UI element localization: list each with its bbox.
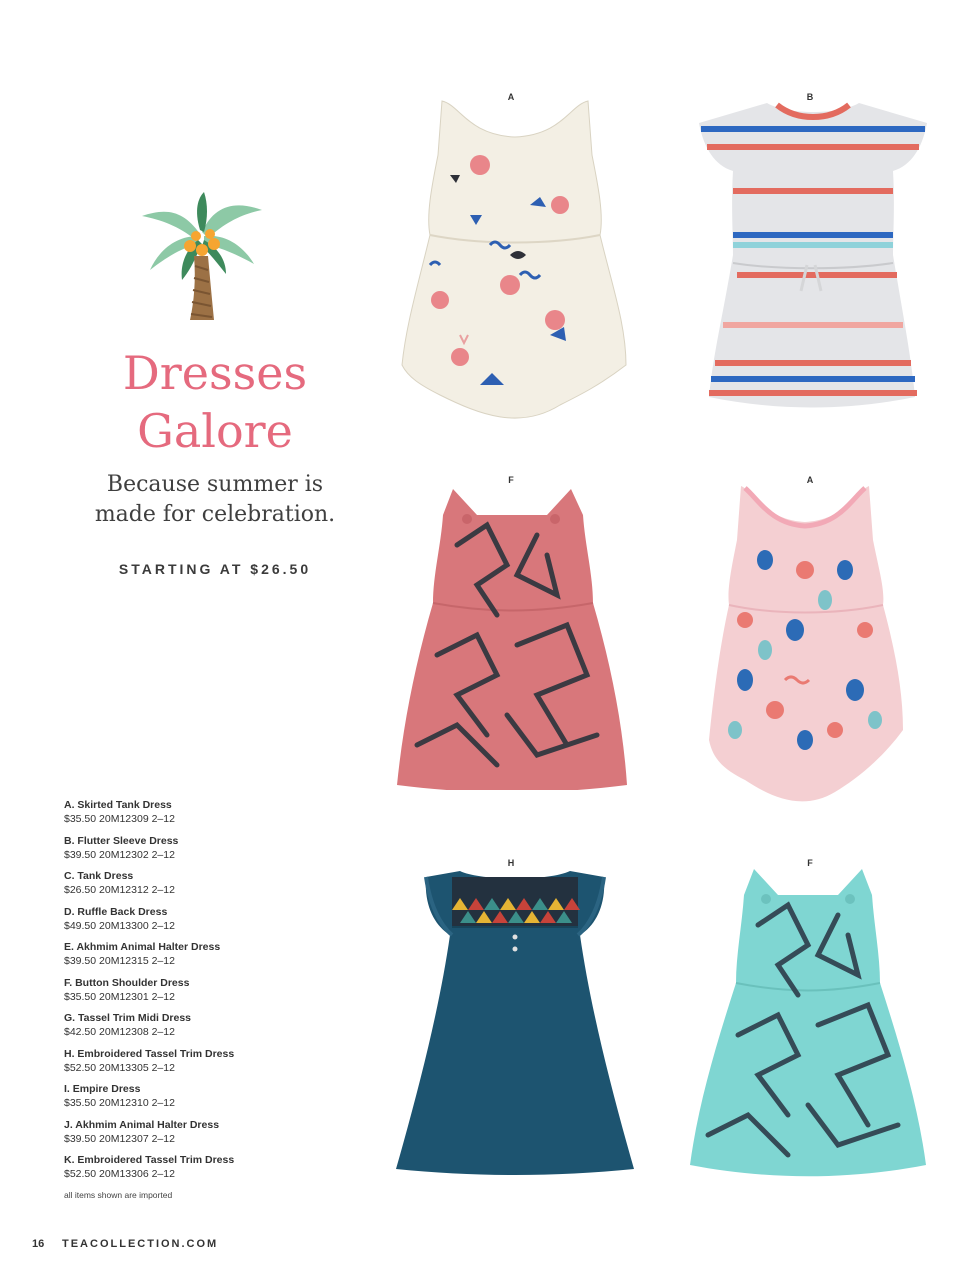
title-line-1: Dresses [122, 346, 308, 400]
dress-image-embroidered-tassel-navy[interactable] [390, 865, 640, 1177]
dress-image-skirted-tank-cream[interactable] [400, 95, 630, 430]
dress-letter-6: F [807, 858, 813, 868]
item-name: K. Embroidered Tassel Trim Dress [64, 1154, 235, 1166]
list-item [64, 940, 364, 976]
dress-letter-4: A [806, 475, 814, 485]
item-detail: $52.50 20M13305 2–12 [64, 1061, 175, 1074]
dress-image-button-shoulder-rose[interactable] [397, 485, 627, 790]
dress-letter-3: F [508, 475, 514, 485]
item-name: I. Empire Dress [64, 1083, 141, 1095]
list-item [64, 1153, 364, 1189]
list-item [64, 1047, 364, 1083]
item-detail: $26.50 20M12312 2–12 [64, 884, 175, 896]
imported-footnote: all items shown are imported [64, 1190, 173, 1200]
item-name: F. Button Shoulder Dress [64, 976, 190, 989]
subtitle-line-2: made for celebration. [94, 502, 336, 527]
dress-letter-1: A [507, 92, 515, 102]
palm-tree-icon [138, 190, 266, 322]
dress-letter-5: H [507, 858, 515, 868]
list-item [64, 1011, 364, 1047]
dress-letter-2: B [806, 92, 814, 102]
list-item [64, 1118, 364, 1154]
item-detail: $35.50 20M12309 2–12 [64, 813, 175, 825]
item-name: G. Tassel Trim Midi Dress [64, 1012, 192, 1024]
item-name: D. Ruffle Back Dress [64, 905, 168, 918]
item-detail: $39.50 20M12307 2–12 [64, 1132, 175, 1145]
item-name: J. Akhmim Animal Halter Dress [64, 1118, 220, 1131]
item-name: H. Embroidered Tassel Trim Dress [64, 1047, 235, 1060]
list-item [64, 834, 364, 870]
list-item [64, 869, 364, 905]
item-detail: $39.50 20M12315 2–12 [64, 955, 175, 967]
item-name: C. Tank Dress [64, 870, 134, 882]
starting-price: STARTING AT $26.50 [118, 561, 312, 577]
page-title [60, 344, 370, 460]
dress-image-button-shoulder-aqua[interactable] [688, 865, 928, 1180]
item-name: A. Skirted Tank Dress [64, 799, 172, 811]
subtitle-line-1: Because summer is [106, 472, 324, 497]
dress-image-skirted-tank-pink[interactable] [705, 480, 905, 808]
item-detail: $35.50 20M12310 2–12 [64, 1097, 175, 1109]
item-name: B. Flutter Sleeve Dress [64, 834, 179, 847]
site-link[interactable]: TEACOLLECTION.COM [62, 1238, 219, 1250]
item-list [64, 798, 364, 1189]
item-detail: $39.50 20M12302 2–12 [64, 848, 175, 861]
item-detail: $52.50 20M13306 2–12 [64, 1168, 175, 1180]
page-number: 16 [32, 1238, 45, 1250]
title-line-2: Galore [137, 404, 293, 458]
item-detail: $49.50 20M13300 2–12 [64, 919, 175, 932]
subtitle [60, 470, 370, 530]
dress-image-flutter-sleeve-striped[interactable] [697, 95, 929, 415]
list-item [64, 1082, 364, 1118]
item-detail: $42.50 20M12308 2–12 [64, 1026, 175, 1038]
list-item [64, 798, 364, 834]
item-name: E. Akhmim Animal Halter Dress [64, 941, 221, 953]
list-item [64, 905, 364, 941]
list-item [64, 976, 364, 1012]
item-detail: $35.50 20M12301 2–12 [64, 990, 175, 1003]
